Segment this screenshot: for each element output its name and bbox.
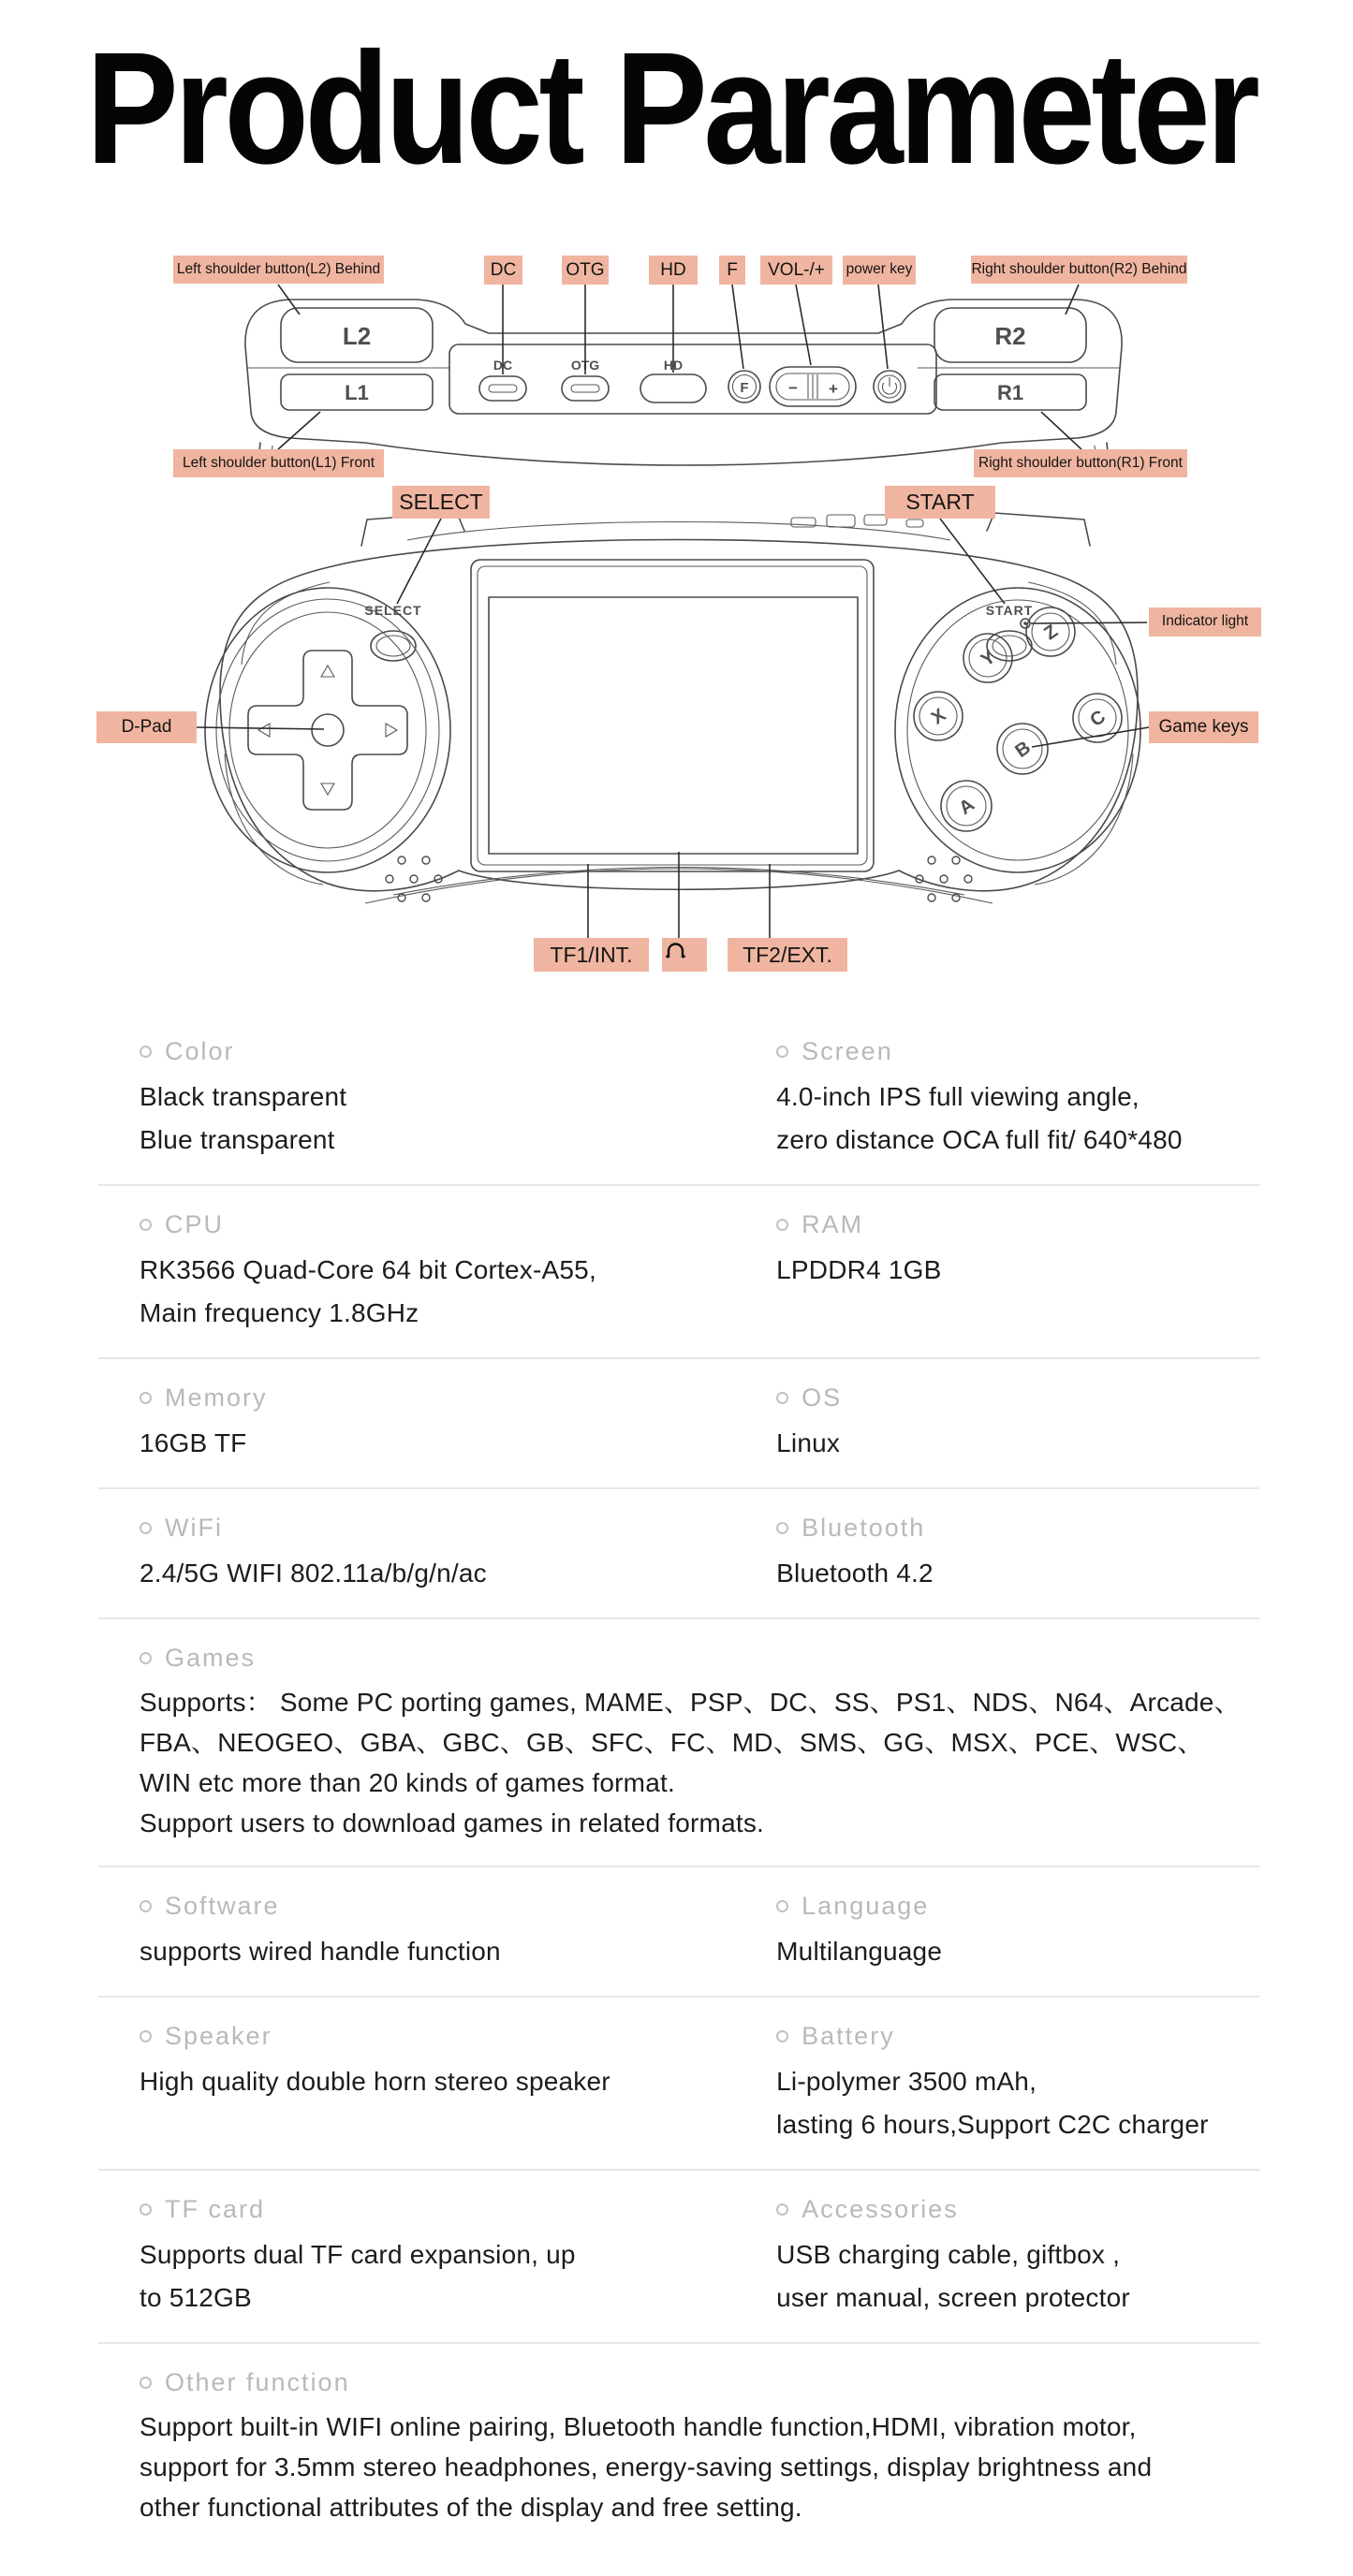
callout-power-key: power key bbox=[843, 256, 916, 285]
spec-heading-language bbox=[776, 1892, 1259, 1921]
spec-cell-language bbox=[776, 1886, 1259, 1973]
spec-value-line: zero distance OCA full fit/ 640*480 bbox=[776, 1125, 1183, 1154]
spec-value-line: Support built-in WIFI online pairing, Bluetooth handle function,HDMI, vibration motor, bbox=[140, 2412, 1137, 2441]
spec-cell-tf-card bbox=[98, 2189, 776, 2320]
spec-heading-bluetooth bbox=[776, 1514, 1259, 1543]
r2-mark: R2 bbox=[994, 322, 1026, 350]
spec-label: Color bbox=[165, 1037, 235, 1065]
console-front-view-art bbox=[84, 473, 1273, 983]
button-b bbox=[997, 724, 1048, 774]
start-mark: START bbox=[985, 603, 1034, 618]
spec-value-line: Black transparent bbox=[140, 1082, 347, 1111]
callout-headphone-jack bbox=[662, 938, 707, 972]
spec-sheet bbox=[98, 1013, 1259, 2550]
spec-row-other-function bbox=[98, 2344, 1259, 2550]
bullet-icon bbox=[776, 1392, 788, 1404]
spec-label: Accessories bbox=[802, 2195, 959, 2223]
b-mark: B bbox=[1011, 737, 1035, 762]
spec-label: RAM bbox=[802, 1210, 864, 1238]
spec-label: Software bbox=[165, 1892, 280, 1920]
spec-value-line: Blue transparent bbox=[140, 1125, 335, 1154]
callout-volume-key: VOL-/+ bbox=[760, 256, 832, 285]
button-x bbox=[914, 692, 963, 740]
spec-cell-speaker bbox=[98, 2016, 776, 2146]
power-icon bbox=[883, 377, 897, 394]
bullet-icon bbox=[140, 1652, 152, 1664]
spec-label: CPU bbox=[165, 1210, 225, 1238]
spec-cell-accessories bbox=[776, 2189, 1259, 2320]
callout-otg-port: OTG bbox=[562, 256, 609, 285]
l1-mark: L1 bbox=[345, 381, 369, 404]
callout-tf2-slot: TF2/EXT. bbox=[728, 938, 847, 972]
right-shoulder-behind bbox=[987, 513, 1090, 546]
leader-game-keys bbox=[1032, 727, 1149, 747]
spec-label: OS bbox=[802, 1383, 843, 1412]
spec-heading-memory bbox=[140, 1383, 776, 1412]
bullet-icon bbox=[140, 2203, 152, 2216]
callout-r1-front: Right shoulder button(R1) Front bbox=[974, 449, 1187, 477]
game-keys bbox=[895, 588, 1140, 872]
left-grip-contours bbox=[225, 582, 330, 885]
spec-value-line: RK3566 Quad-Core 64 bit Cortex-A55, bbox=[140, 1255, 596, 1284]
back-shell-line bbox=[407, 522, 950, 541]
callout-l2-behind: Left shoulder button(L2) Behind bbox=[173, 256, 384, 284]
bullet-icon bbox=[140, 1392, 152, 1404]
spec-cell-screen bbox=[776, 1032, 1259, 1162]
leader-dpad bbox=[197, 727, 324, 729]
y-mark: Y bbox=[977, 646, 1000, 671]
bullet-icon bbox=[776, 1046, 788, 1058]
bullet-icon bbox=[140, 1900, 152, 1912]
spec-value-line: FBA、NEOGEO、GBA、GBC、GB、SFC、FC、MD、SMS、GG、MSX、PCE、WSC、 bbox=[140, 1728, 1204, 1757]
spec-label: Games bbox=[165, 1644, 257, 1672]
spec-label: Memory bbox=[165, 1383, 268, 1412]
spec-heading-ram bbox=[776, 1210, 1259, 1239]
spec-cell-battery bbox=[776, 2016, 1259, 2146]
page-title: Product Parameter bbox=[86, 20, 1257, 198]
spec-row-tfcard-accessories bbox=[98, 2171, 1259, 2344]
spec-value-line: Li-polymer 3500 mAh, bbox=[776, 2067, 1037, 2096]
volume-minus-mark: − bbox=[788, 379, 798, 397]
c-mark: C bbox=[1086, 706, 1110, 731]
select-button bbox=[364, 603, 421, 661]
x-mark: X bbox=[927, 704, 950, 729]
r1-mark: R1 bbox=[996, 381, 1024, 404]
leader-vol bbox=[796, 285, 811, 365]
callout-game-keys: Game keys bbox=[1149, 711, 1258, 743]
callout-start: START bbox=[885, 486, 995, 519]
spec-label: TF card bbox=[165, 2195, 266, 2223]
power-button bbox=[874, 371, 905, 402]
spec-heading-os bbox=[776, 1383, 1259, 1412]
spec-cell-ram bbox=[776, 1205, 1259, 1335]
spec-value-line: support for 3.5mm stereo headphones, energy-saving settings, display brightness and bbox=[140, 2452, 1153, 2481]
spec-heading-color bbox=[140, 1037, 776, 1066]
spec-heading-battery bbox=[776, 2022, 1259, 2051]
spec-value-line: Linux bbox=[776, 1428, 841, 1457]
spec-row-games bbox=[98, 1619, 1259, 1867]
spec-value-line: user manual, screen protector bbox=[776, 2283, 1130, 2312]
spec-value-line: LPDDR4 1GB bbox=[776, 1255, 942, 1284]
spec-label: WiFi bbox=[165, 1514, 223, 1542]
leader-f bbox=[732, 285, 743, 369]
callout-indicator-light: Indicator light bbox=[1149, 607, 1261, 637]
spec-label: Language bbox=[802, 1892, 930, 1920]
spec-label: Bluetooth bbox=[802, 1514, 926, 1542]
spec-row-software-language bbox=[98, 1867, 1259, 1998]
r2-button bbox=[934, 308, 1086, 362]
r1-button bbox=[934, 374, 1086, 410]
spec-value-line: Supports： Some PC porting games, MAME、PSP、DC、SS、PS1、NDS、N64、Arcade、 bbox=[140, 1688, 1241, 1717]
spec-cell-memory bbox=[98, 1378, 776, 1465]
callout-r2-behind: Right shoulder button(R2) Behind bbox=[971, 256, 1187, 284]
spec-label: Other function bbox=[165, 2368, 350, 2396]
leader-start bbox=[940, 519, 1005, 604]
spec-row-color-screen bbox=[98, 1013, 1259, 1186]
spec-cell-other-function bbox=[98, 2363, 1259, 2527]
otg-port-mark: OTG bbox=[570, 358, 600, 373]
spec-value-line: WIN etc more than 20 kinds of games format. bbox=[140, 1768, 675, 1797]
spec-heading-wifi bbox=[140, 1514, 776, 1543]
bullet-icon bbox=[776, 1219, 788, 1231]
spec-heading-accessories bbox=[776, 2195, 1259, 2224]
dc-port-mark: DC bbox=[493, 358, 513, 373]
spec-value-line: Supports dual TF card expansion, up bbox=[140, 2240, 576, 2269]
spec-heading-tf-card bbox=[140, 2195, 776, 2224]
spec-value-line: Bluetooth 4.2 bbox=[776, 1559, 934, 1588]
spec-value-line: 16GB TF bbox=[140, 1428, 247, 1457]
spec-value-line: other functional attributes of the display and free setting. bbox=[140, 2493, 802, 2522]
spec-value-line: to 512GB bbox=[140, 2283, 252, 2312]
bullet-icon bbox=[776, 2030, 788, 2042]
spec-cell-games bbox=[98, 1638, 1259, 1843]
console-front-view-diagram bbox=[84, 473, 1273, 983]
volume-plus-mark: + bbox=[829, 380, 838, 398]
spec-cell-os bbox=[776, 1378, 1259, 1465]
hd-port-mark: HD bbox=[663, 358, 684, 373]
spec-heading-cpu bbox=[140, 1210, 776, 1239]
f-button bbox=[728, 371, 760, 402]
callout-tf1-slot: TF1/INT. bbox=[534, 938, 649, 972]
spec-value-line: lasting 6 hours,Support C2C charger bbox=[776, 2110, 1209, 2139]
bullet-icon bbox=[776, 2203, 788, 2216]
bullet-icon bbox=[140, 2377, 152, 2389]
spec-row-memory-os bbox=[98, 1359, 1259, 1489]
leader-power bbox=[878, 285, 888, 369]
callout-hd-port: HD bbox=[649, 256, 698, 285]
bullet-icon bbox=[140, 2030, 152, 2042]
z-mark: Z bbox=[1040, 621, 1062, 645]
spec-cell-software bbox=[98, 1886, 776, 1973]
a-mark: A bbox=[955, 794, 978, 819]
bullet-icon bbox=[140, 1046, 152, 1058]
spec-row-cpu-ram bbox=[98, 1186, 1259, 1359]
spec-heading-other-function bbox=[140, 2368, 1259, 2397]
spec-value-line: 2.4/5G WIFI 802.11a/b/g/n/ac bbox=[140, 1559, 487, 1588]
bullet-icon bbox=[776, 1900, 788, 1912]
spec-value-line: USB charging cable, giftbox , bbox=[776, 2240, 1121, 2269]
console-top-view-diagram bbox=[140, 234, 1227, 487]
l1-button bbox=[281, 374, 433, 410]
bullet-icon bbox=[140, 1522, 152, 1534]
button-c bbox=[1073, 694, 1122, 742]
spec-value-line: Main frequency 1.8GHz bbox=[140, 1298, 419, 1327]
leader-indicator bbox=[1031, 622, 1147, 623]
spec-value-line: Multilanguage bbox=[776, 1937, 943, 1966]
screen bbox=[471, 560, 874, 871]
spec-heading-software bbox=[140, 1892, 776, 1921]
spec-heading-speaker bbox=[140, 2022, 776, 2051]
spec-cell-wifi bbox=[98, 1508, 776, 1595]
spec-value-line: supports wired handle function bbox=[140, 1937, 501, 1966]
spec-cell-bluetooth bbox=[776, 1508, 1259, 1595]
leader-l1 bbox=[278, 412, 320, 449]
dpad bbox=[205, 588, 450, 872]
spec-value-line: Support users to download games in related formats. bbox=[140, 1808, 764, 1837]
spec-value-line: 4.0-inch IPS full viewing angle, bbox=[776, 1082, 1140, 1111]
dpad-arrows bbox=[258, 666, 397, 795]
callout-f-key: F bbox=[719, 256, 745, 285]
leader-r1 bbox=[1041, 412, 1081, 449]
spec-heading-games bbox=[140, 1644, 1259, 1673]
callout-dpad: D-Pad bbox=[96, 711, 197, 743]
spec-cell-cpu bbox=[98, 1205, 776, 1335]
select-mark: SELECT bbox=[364, 603, 422, 618]
l2-button bbox=[281, 308, 433, 362]
callout-select: SELECT bbox=[392, 486, 490, 519]
volume-rocker bbox=[770, 367, 856, 406]
l2-mark: L2 bbox=[342, 322, 372, 350]
spec-row-wifi-bluetooth bbox=[98, 1489, 1259, 1619]
callout-dc-port: DC bbox=[484, 256, 522, 285]
f-button-mark: F bbox=[740, 380, 749, 396]
spec-value-line: High quality double horn stereo speaker bbox=[140, 2067, 610, 2096]
button-a bbox=[941, 781, 992, 831]
spec-label: Screen bbox=[802, 1037, 893, 1065]
leader-select bbox=[397, 519, 441, 604]
spec-heading-screen bbox=[776, 1037, 1259, 1066]
bullet-icon bbox=[776, 1522, 788, 1534]
headphone-icon bbox=[662, 938, 688, 964]
spec-row-speaker-battery bbox=[98, 1998, 1259, 2171]
console-back-outline bbox=[245, 300, 1122, 465]
callout-l1-front: Left shoulder button(L1) Front bbox=[173, 449, 384, 477]
spec-label: Speaker bbox=[165, 2022, 272, 2050]
button-z bbox=[1026, 607, 1075, 656]
spec-label: Battery bbox=[802, 2022, 895, 2050]
bullet-icon bbox=[140, 1219, 152, 1231]
spec-cell-color bbox=[98, 1032, 776, 1162]
